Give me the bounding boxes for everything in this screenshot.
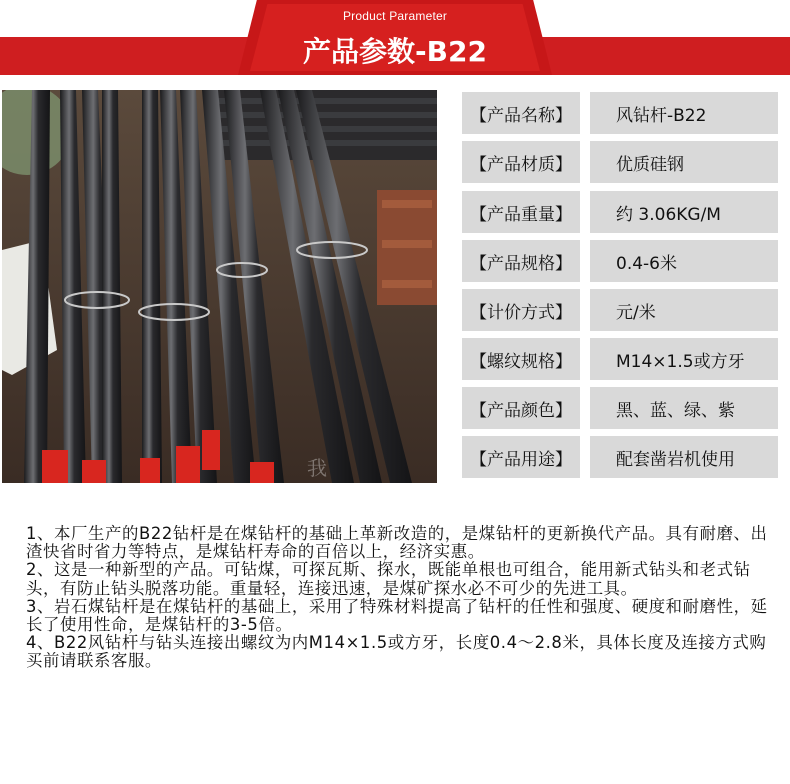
banner-title: 产品参数-B22 bbox=[303, 35, 487, 68]
description-paragraph-1: 1、本厂生产的B22钻杆是在煤钻杆的基础上革新改造的，是煤钻杆的更新换代产品。具有耐磨、出渣快省时省力等特点，是煤钻杆寿命的百倍以上，经济实惠。 bbox=[26, 524, 768, 562]
param-label-thread: 【螺纹规格】 bbox=[462, 338, 580, 380]
banner-subtitle: Product Parameter bbox=[342, 9, 448, 23]
param-label-spec: 【产品规格】 bbox=[462, 240, 580, 282]
param-value-usage: 配套凿岩机使用 bbox=[590, 436, 778, 478]
description-paragraph-4: 4、B22风钻杆与钻头连接出螺纹为内M14×1.5或方牙，长度0.4～2.8米，具体长度及连接方式购买前请联系客服。 bbox=[26, 633, 767, 671]
description-paragraph-2: 2、这是一种新型的产品。可钻煤，可探瓦斯、探水，既能单根也可组合，能用新式钻头和老式钻头，有防止钻头脱落功能。重量轻，连接迅速，是煤矿探水必不可少的先进工具。 bbox=[26, 560, 751, 598]
param-label-color: 【产品颜色】 bbox=[462, 387, 580, 429]
param-label-weight: 【产品重量】 bbox=[462, 191, 580, 233]
param-value-thread: M14×1.5或方牙 bbox=[590, 338, 778, 380]
product-photo bbox=[2, 90, 437, 483]
watermark-text: 我 bbox=[307, 456, 327, 480]
param-value-material: 优质硅钢 bbox=[590, 141, 778, 183]
param-label-material: 【产品材质】 bbox=[462, 141, 580, 183]
drill-rods-illustration bbox=[2, 90, 437, 483]
param-label-pricing: 【计价方式】 bbox=[462, 289, 580, 331]
param-label-usage: 【产品用途】 bbox=[462, 436, 580, 478]
description-paragraph-3: 3、岩石煤钻杆是在煤钻杆的基础上，采用了特殊材料提高了钻杆的任性和强度、硬度和耐磨性，延长了使用性命，是煤钻杆的3-5倍。 bbox=[26, 596, 768, 635]
param-value-spec: 0.4-6米 bbox=[590, 240, 778, 282]
param-label-name: 【产品名称】 bbox=[462, 92, 580, 134]
param-value-name: 风钻杆-B22 bbox=[590, 92, 778, 134]
param-value-pricing: 元/米 bbox=[590, 289, 778, 331]
param-value-color: 黑、蓝、绿、紫 bbox=[590, 387, 778, 429]
description bbox=[26, 525, 771, 671]
param-value-weight: 约 3.06KG/M bbox=[590, 191, 778, 233]
